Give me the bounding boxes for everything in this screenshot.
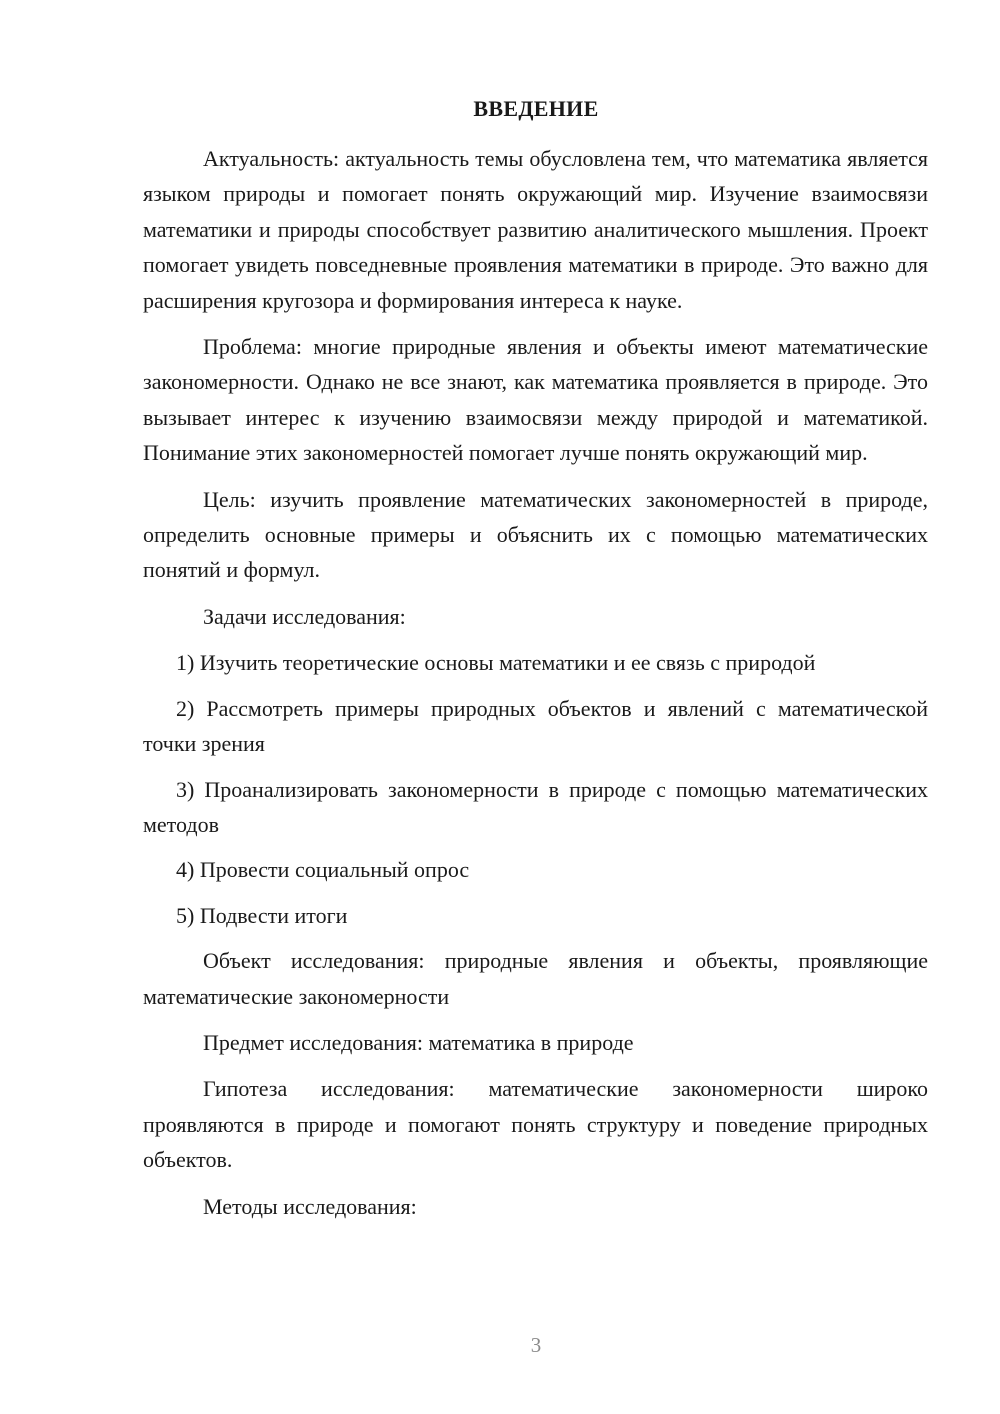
paragraph-hypothesis: Гипотеза исследования: математические закономерности широко проявляются в природе и помогают понять структуру и поведение природных объектов. — [143, 1076, 928, 1173]
task-item-1: 1) Изучить теоретические основы математики и ее связь с природой — [176, 650, 816, 676]
paragraph-relevance: Актуальность: актуальность темы обусловлена тем, что математика является языком природы и помогает понять окружающий мир. Изучение взаимосвязи математики и природы способствует развитию аналитического мышления. Проект помогает увидеть повседневные проявления математики в природе. Это важно для расширения кругозора и формирования интереса к науке. — [143, 146, 928, 313]
tasks-heading: Задачи исследования: — [203, 603, 406, 629]
paragraph-subject: Предмет исследования: математика в природе — [203, 1029, 634, 1055]
page-number: 3 — [530, 1333, 542, 1357]
task-item-2: 2) Рассмотреть примеры природных объектов и явлений с математической точки зрения — [143, 695, 928, 757]
task-item-4: 4) Провести социальный опрос — [176, 857, 470, 883]
body-text — [143, 141, 928, 1224]
section-heading: ВВЕДЕНИЕ — [473, 96, 599, 121]
methods-heading: Методы исследования: — [203, 1193, 417, 1219]
task-item-3: 3) Проанализировать закономерности в природе с помощью математических методов — [143, 776, 928, 837]
paragraph-problem: Проблема: многие природные явления и объекты имеют математические закономерности. Однако не все знают, как математика проявляется в природе. Это вызывает интерес к изучению взаимосвязи между природой и математикой. Понимание этих закономерностей помогает лучше понять окружающий мир. — [143, 334, 928, 466]
paragraph-object: Объект исследования: природные явления и объекты, проявляющие математические закономерности — [143, 948, 928, 1009]
paragraph-goal: Цель: изучить проявление математических закономерностей в природе, определить основные примеры и объяснить их с помощью математических понятий и формул. — [143, 486, 928, 583]
task-item-5: 5) Подвести итоги — [176, 902, 348, 928]
